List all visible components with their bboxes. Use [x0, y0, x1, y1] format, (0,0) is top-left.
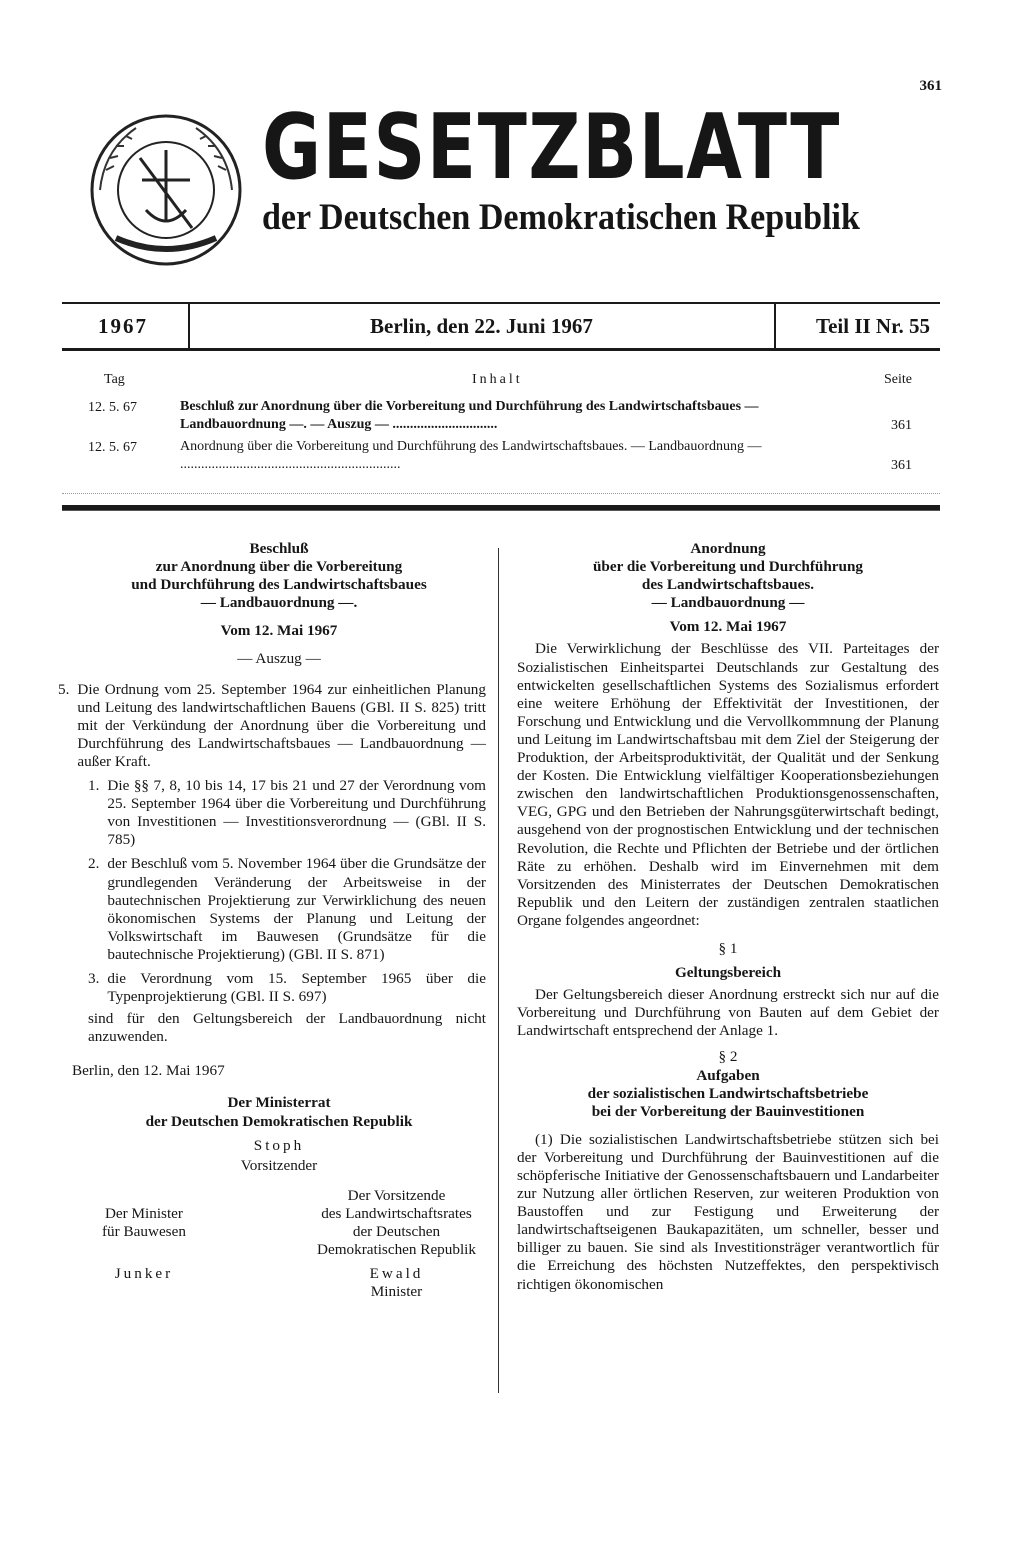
toc-entry-date: 12. 5. 67 [88, 440, 137, 455]
section-title: Geltungsbereich [674, 964, 782, 982]
section-text: (1) Die sozialistischen Landwirtschaftsbetriebe stützen sich bei der Vorbereitung und Durchführung der Bauinvestitionen auf die schöpferische Initiative der Genossenschaftsbauern und Landarbeiter zur Nutzung aller örtlichen Reserven, zur weiteren Produktion von Baustoffen und zur Festigung und Erweiterung der landwirtschaftseigenen Baukapazitäten, um schneller, besser und billiger zu bauen. Sie sind als Investitionsträger verantwortlich für die Erreichung des höchsten Nutzeffektes, den perspektivisch richtigen ökonomischen [517, 1130, 939, 1293]
list-item [58, 681, 486, 771]
issue-year: 1967 [98, 314, 148, 338]
heading-line: bei der Vorbereitung der Bauinvestitionen [591, 1102, 865, 1120]
divider [62, 505, 940, 511]
signer-role: Minister [370, 1283, 423, 1301]
signature-left [102, 1187, 186, 1302]
toc-entry-text: Anordnung über die Vorbereitung und Durchführung des Landwirtschaftsbaues. — Landbauordnung — ............................................................... [180, 439, 762, 472]
masthead-subtitle: der Deutschen Demokratischen Republik [262, 197, 860, 238]
right-column [517, 540, 939, 1294]
council-name [72, 1094, 486, 1130]
heading-line: — Landbauordnung — [651, 594, 805, 612]
order-heading [517, 540, 939, 612]
signature-line: des Landwirtschaftsrates [321, 1204, 472, 1222]
council-line: der Deutschen Demokratischen Republik [145, 1112, 413, 1130]
order-date: Vom 12. Mai 1967 [669, 618, 787, 636]
state-emblem-icon [86, 110, 246, 270]
left-column [58, 540, 486, 1301]
toc-entry[interactable] [62, 398, 912, 434]
section-number: § 1 [718, 939, 738, 957]
section-number: § 2 [718, 1048, 738, 1066]
list-item [88, 855, 486, 964]
heading-line: der sozialistischen Landwirtschaftsbetriebe [587, 1084, 869, 1102]
issue-date: Berlin, den 22. Juni 1967 [370, 314, 593, 338]
excerpt-label: — Auszug — [237, 650, 321, 668]
list-item [88, 777, 486, 849]
signature-line: der Deutschen [352, 1223, 441, 1240]
council-line: Der Ministerrat [227, 1094, 331, 1112]
signature-line: für Bauwesen [102, 1222, 186, 1240]
divider [62, 493, 940, 494]
item-text: der Beschluß vom 5. November 1964 über die Grundsätze der grundlegenden Veränderung der Arbeitsweise in der bautechnischen Projektierung zur Verwirklichung des neuen ökonomischen Systems der Planung und Leitung der Volkswirtschaft im Bauwesen (Grundsätze für die bautechnische Projektierung) (GBl. II S. 871) [107, 855, 486, 963]
signature-right [317, 1187, 476, 1302]
signer-name: Stoph [253, 1136, 305, 1154]
heading-line: des Landwirtschaftsbaues. [641, 576, 815, 594]
toc-date-header: Tag [104, 372, 125, 387]
signature-line: Demokratischen Republik [316, 1241, 476, 1259]
bar-divider [774, 304, 776, 348]
resolution-heading [72, 540, 486, 612]
toc-page-header: Seite [884, 372, 912, 387]
heading-line: Aufgaben [696, 1066, 760, 1084]
signer-name: Junker [114, 1265, 174, 1282]
item-text: die Verordnung vom 15. September 1965 über die Typenprojektierung (GBl. II S. 697) [107, 969, 486, 1006]
masthead-title: GESETZBLATT [262, 95, 842, 200]
item-number: 2. [88, 855, 100, 873]
toc-entry[interactable] [62, 438, 912, 474]
closing-text: sind für den Geltungsbereich der Landbauordnung nicht anzuwenden. [88, 1010, 486, 1046]
column-divider [498, 548, 499, 1393]
list-item [88, 970, 486, 1006]
toc-content-header: Inhalt [472, 372, 523, 387]
section-title [517, 1067, 939, 1121]
item-text: Die Ordnung vom 25. September 1964 zur einheitlichen Planung und Leitung des landwirtschaftlichen Bauens (GBl. II S. 825) tritt mit der Verkündung der Anordnung über die Vorbereitung und Durchführung des Landwirtschaftsbaues — Landbauordnung — außer Kraft. [77, 680, 486, 770]
heading-line: über die Vorbereitung und Durchführung [592, 558, 864, 576]
heading-line: — Landbauordnung —. [200, 594, 358, 612]
toc-entry-text: Beschluß zur Anordnung über die Vorbereitung und Durchführung des Landwirtschaftsbaues — Landbauordnung —. — Auszug — .............................. [180, 399, 759, 432]
heading-line: Anordnung [690, 540, 766, 557]
signature-line: Der Minister [104, 1204, 183, 1222]
toc-entry-page: 361 [891, 418, 912, 433]
section-text: Der Geltungsbereich dieser Anordnung erstreckt sich nur auf die Vorbereitung und Durchführung von Bauten auf dem Gebiet der Landwirtschaft entsprechend der Anlage 1. [517, 986, 939, 1040]
issue-part: Teil II Nr. 55 [816, 314, 930, 338]
heading-line: und Durchführung des Landwirtschaftsbaues [131, 576, 427, 594]
heading-line: zur Anordnung über die Vorbereitung [155, 558, 403, 576]
item-number: 3. [88, 969, 100, 987]
place-date: Berlin, den 12. Mai 1967 [72, 1062, 225, 1080]
item-text: Die §§ 7, 8, 10 bis 14, 17 bis 21 und 27 der Verordnung vom 25. September 1964 über die Vorbereitung und Durchführung von Investitionen — Investitionsverordnung — (GBl. II S. 785) [107, 777, 486, 849]
signer-name: Ewald [369, 1265, 424, 1283]
page-number: 361 [919, 78, 942, 94]
heading-line: Beschluß [249, 540, 309, 557]
signer-role: Vorsitzender [240, 1156, 318, 1174]
issue-bar [62, 302, 940, 351]
signature-block [72, 1187, 486, 1302]
resolution-date: Vom 12. Mai 1967 [220, 622, 338, 640]
item-number: 1. [88, 777, 100, 795]
table-of-contents [62, 372, 912, 474]
item-number: 5. [58, 680, 70, 698]
bar-divider [188, 304, 190, 348]
preamble: Die Verwirklichung der Beschlüsse des VII. Parteitages der Sozialistischen Einheitspartei Deutschlands zur Gestaltung des entwickelten gesellschaftlichen Systems des Sozialismus erfordert eine weitere Erhöhung der Effektivität der Investitionen, der Forschung und Entwicklung und die Vervollkommnung der Planung und Leitung im Landwirtschaftsbau mit dem Ziel der Steigerung der Produktion, der Arbeitsproduktivität, der Qualität und der Senkung der Kosten. Die Entwicklung vielfältiger Kooperationsbeziehungen zwischen den landwirtschaftlichen Produktionsgenossenschaften, VEG, GPG und den Betrieben der Nahrungsgüterwirtschaft bedingt, ausgehend von der prognostischen Entwicklung und der technischen Revolution, die Rechte und Pflichten der Betriebe und der örtlichen Räte zu erhöhen. Deshalb wird im Einvernehmen mit dem Vorsitzenden des Ministerrates der Deutschen Demokratischen Republik und den Leitern der zuständigen zentralen staatlichen Organe folgendes angeordnet: [517, 640, 939, 929]
toc-entry-page: 361 [891, 458, 912, 473]
signature-line: Der Vorsitzende [347, 1186, 446, 1204]
toc-entry-date: 12. 5. 67 [88, 400, 137, 415]
